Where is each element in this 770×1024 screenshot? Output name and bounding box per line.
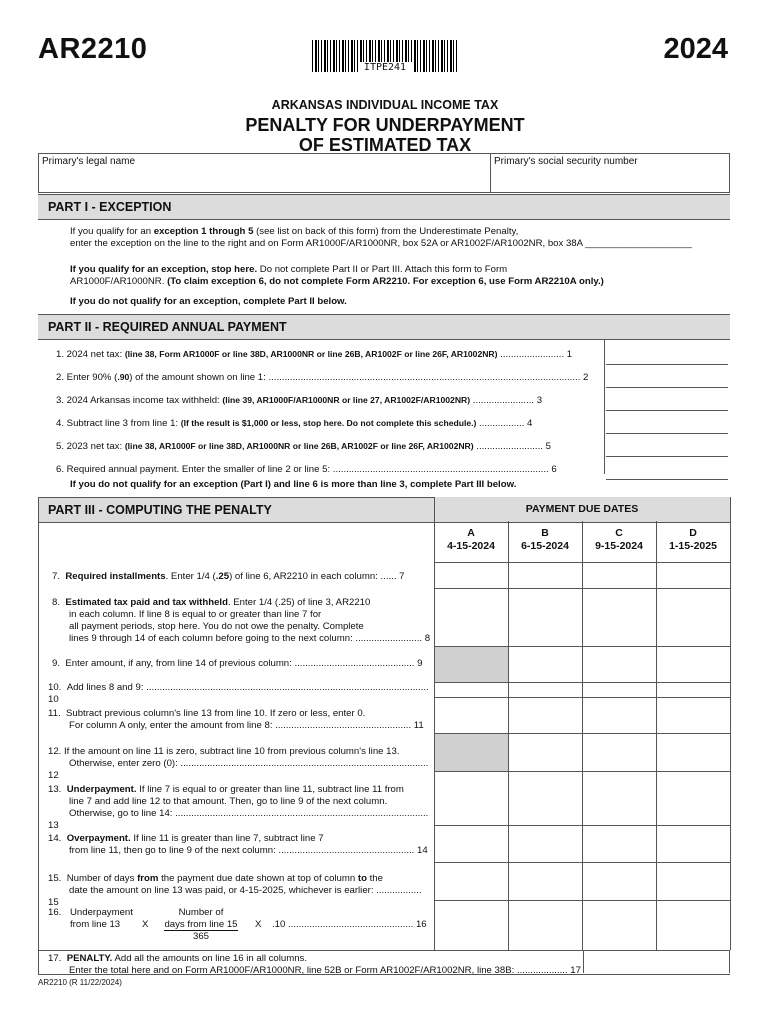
part3-heading: PART III - COMPUTING THE PENALTY — [48, 503, 272, 517]
part2-line-2-field[interactable] — [606, 365, 728, 388]
l11-t2: For column A only, enter the amount from line 8: ................................................... 11 — [69, 720, 424, 731]
line7-col-d-field[interactable] — [657, 563, 729, 588]
l12-num: 12. — [48, 746, 62, 757]
col-b-letter: B — [541, 527, 549, 539]
ssn-label: Primary's social security number — [494, 156, 638, 167]
line15-text — [48, 873, 432, 909]
part2-line-text: 6. Required annual payment. Enter the smaller of line 2 or line 5: ................................................................................. 6 — [56, 464, 557, 475]
form-title-line1: PENALTY FOR UNDERPAYMENT — [245, 115, 525, 135]
line12-col-b-field[interactable] — [509, 734, 581, 771]
l8-t3: all payment periods, stop here. You do not owe the penalty. Complete — [69, 621, 364, 632]
part2-line-4-field[interactable] — [606, 411, 728, 434]
column-a-header — [434, 527, 508, 553]
l13-t: If line 7 is equal to or greater than line 11, subtract line 11 from — [136, 784, 404, 795]
line16-times1: X — [142, 919, 149, 930]
l14-num: 14. — [48, 833, 62, 844]
part1-paragraph3: If you do not qualify for an exception, complete Part II below. — [70, 296, 347, 307]
l12-t2: Otherwise, enter zero (0): ............................................................................................. 12 — [48, 758, 429, 781]
line14-col-d-field[interactable] — [657, 826, 729, 862]
line13-col-d-field[interactable] — [657, 772, 729, 825]
part1-heading: PART I - EXCEPTION — [48, 200, 172, 214]
l16-b1: Number of — [178, 907, 224, 918]
l8-t2: in each column. If line 8 is equal to or greater than line 7 for — [69, 609, 322, 620]
line15-col-c-field[interactable] — [583, 863, 655, 900]
line7-text — [52, 571, 432, 583]
col-a-date: 4-15-2024 — [447, 540, 495, 552]
part2-note: If you do not qualify for an exception (Part I) and line 6 is more than line 3, complete Part III below. — [70, 479, 517, 490]
agency-line: ARKANSAS INDIVIDUAL INCOME TAX — [271, 98, 499, 112]
line10-col-d-field[interactable] — [657, 683, 729, 697]
part2-line-text: 1. 2024 net tax: — [56, 349, 125, 360]
ssn-field[interactable] — [494, 168, 726, 190]
col-d-date: 1-15-2025 — [669, 540, 717, 552]
p2-text-b: Do not complete Part II or Part III. Attach this form to Form — [257, 264, 508, 275]
l8-num: 8. — [52, 597, 61, 608]
column-b-header — [508, 527, 582, 553]
l14-bold: Overpayment. — [66, 833, 131, 844]
line14-col-a-field[interactable] — [435, 826, 507, 862]
line13-col-a-field[interactable] — [435, 772, 507, 825]
line16-times2: X — [255, 919, 262, 930]
line17-total-field[interactable] — [583, 951, 730, 973]
part2-line-6-field[interactable] — [606, 457, 728, 480]
part2-line-text: 2. Enter 90% ( — [56, 372, 118, 383]
line8-col-c-field[interactable] — [583, 589, 655, 646]
part2-line-bold: .90 — [117, 372, 130, 382]
part2-heading: PART II - REQUIRED ANNUAL PAYMENT — [48, 320, 287, 334]
part2-line-bold: (line 39, AR1000F/AR1000NR or line 27, AR1002F/AR1002NR) — [222, 395, 471, 405]
l16-b2: days from line 15 — [164, 919, 238, 930]
l14-t: If line 11 is greater than line 7, subtract line 7 — [130, 833, 324, 844]
col-c-date: 9-15-2024 — [595, 540, 643, 552]
l7-bold2: .25 — [215, 571, 230, 582]
part2-header — [38, 314, 730, 340]
line13-col-b-field[interactable] — [509, 772, 581, 825]
due-dates-label: PAYMENT DUE DATES — [434, 497, 730, 521]
line10-col-b-field[interactable] — [509, 683, 581, 697]
l13-t2: line 7 and add line 12 to that amount. Then, go to line 9 of the next column. — [69, 796, 388, 807]
line8-col-a-field[interactable] — [435, 589, 507, 646]
line11-col-b-field[interactable] — [509, 698, 581, 733]
l8-t4: lines 9 through 14 of each column before going to the next column: ......................... 8 — [69, 633, 431, 644]
l7-bold: Required installments — [65, 571, 166, 582]
line12-text — [48, 746, 432, 782]
barcode-text: ITPE241 — [358, 62, 412, 74]
line16-days-fraction — [160, 907, 242, 943]
p2-text-d: (To claim exception 6, do not complete Form AR2210. For exception 6, use Form AR2210A only.) — [167, 276, 604, 287]
part2-line-6 — [56, 463, 602, 476]
l15-bold: from — [137, 873, 159, 884]
line16-underpayment — [70, 907, 133, 931]
line9-col-d-field[interactable] — [657, 647, 729, 682]
legal-name-label: Primary's legal name — [42, 156, 136, 167]
line11-col-c-field[interactable] — [583, 698, 655, 733]
l13-num: 13. — [48, 784, 62, 795]
part2-line-5-field[interactable] — [606, 434, 728, 457]
line10-text — [48, 682, 432, 706]
l9-t: Enter amount, if any, from line 14 of previous column: ............................................. 9 — [65, 658, 423, 669]
p2-text-a: If you qualify for an exception, stop here. — [70, 264, 258, 275]
l11-t: Subtract previous column's line 13 from line 10. If zero or less, enter 0. — [65, 708, 366, 719]
l15-tmid: the payment due date shown at top of column — [158, 873, 358, 884]
l8-bold: Estimated tax paid and tax withheld — [65, 597, 228, 608]
l16-a1: Underpayment — [70, 907, 133, 918]
line12-col-a-shaded — [435, 733, 508, 771]
line14-text — [48, 833, 432, 857]
l11-num: 11. — [48, 708, 61, 719]
p1-text-line2: enter the exception on the line to the right and on Form AR1000F/AR1000NR, box 52A or AR1002F/AR1002NR, box 38A ____________________ — [70, 238, 692, 249]
part2-line-3 — [56, 394, 602, 407]
line8-col-b-field[interactable] — [509, 589, 581, 646]
p2-text-c: AR1000F/AR1000NR. — [70, 276, 168, 287]
part1-header — [38, 194, 730, 220]
p1-text-b: exception 1 through 5 — [153, 226, 254, 237]
p1-text-a: If you qualify for an — [70, 226, 154, 237]
line8-text — [52, 597, 432, 645]
part2-divider — [604, 339, 605, 474]
line15-col-d-field[interactable] — [657, 863, 729, 900]
col-c-letter: C — [615, 527, 623, 539]
id-divider — [490, 153, 491, 193]
l16-b3: 365 — [192, 931, 209, 942]
p1-text-c: (see list on back of this form) from the Underestimate Penalty, — [253, 226, 519, 237]
grid-left-border — [38, 497, 39, 974]
form-revision: AR2210 (R 11/22/2024) — [38, 978, 122, 987]
line16-col-d-field[interactable] — [657, 901, 729, 950]
line17-text — [48, 953, 638, 977]
line16-col-a-field[interactable] — [435, 901, 507, 950]
grid-right-border — [730, 497, 731, 950]
part2-line-5 — [56, 440, 602, 453]
part2-line-tail: ........................ 1 — [497, 349, 573, 360]
legal-name-field[interactable] — [42, 168, 486, 190]
line13-col-c-field[interactable] — [583, 772, 655, 825]
part2-line-1-field[interactable] — [606, 342, 728, 365]
l16-a2: from line 13 — [70, 919, 121, 930]
l15-t: Number of days — [66, 873, 138, 884]
part1-paragraph2 — [70, 264, 730, 288]
line14-col-b-field[interactable] — [509, 826, 581, 862]
line9-col-b-field[interactable] — [509, 647, 581, 682]
l15-num: 15. — [48, 873, 62, 884]
line9-col-a-shaded — [435, 646, 508, 682]
line10-col-c-field[interactable] — [583, 683, 655, 697]
form-title-line2: OF ESTIMATED TAX — [298, 135, 472, 155]
line16-col-c-field[interactable] — [583, 901, 655, 950]
line12-col-d-field[interactable] — [657, 734, 729, 771]
part2-line-1 — [56, 348, 602, 361]
l7-t2: ) of line 6, AR2210 in each column: ...... 7 — [229, 571, 405, 582]
part2-line-tail: ......................... 5 — [473, 441, 551, 452]
l12-t: If the amount on line 11 is zero, subtract line 10 from previous column's line 13. — [64, 746, 400, 757]
line12-col-c-field[interactable] — [583, 734, 655, 771]
part2-line-4 — [56, 417, 602, 430]
line16-col-b-field[interactable] — [509, 901, 581, 950]
line10-col-a-field[interactable] — [435, 683, 507, 697]
l9-num: 9. — [52, 658, 61, 669]
line7-col-c-field[interactable] — [583, 563, 655, 588]
form-number: AR2210 — [38, 33, 148, 65]
l13-bold: Underpayment. — [66, 784, 137, 795]
part2-line-tail: ) of the amount shown on line 1: ..................................................................................................................... 2 — [129, 372, 589, 383]
part2-line-bold: (line 38, AR1000F or line 38D, AR1000NR or line 26B, AR1002F or line 26F, AR1002NR) — [124, 441, 474, 451]
l10-t: Add lines 8 and 9: .......................................................................................................... 10 — [48, 682, 429, 705]
l10-num: 10. — [48, 682, 62, 693]
line15-col-b-field[interactable] — [509, 863, 581, 900]
line7-col-b-field[interactable] — [509, 563, 581, 588]
part2-line-3-field[interactable] — [606, 388, 728, 411]
line11-text — [48, 708, 432, 732]
l17-t2: Enter the total here and on Form AR1000F/AR1000NR, line 52B or Form AR1002F/AR1002NR, line 38B: ................... 17 — [69, 965, 581, 976]
l8-t: . Enter 1/4 (.25) of line 3, AR2210 — [227, 597, 371, 608]
part2-line-tail: ................. 4 — [476, 418, 533, 429]
l14-t2: from line 11, then go to line 9 of the next column: ................................................... 14 — [69, 845, 428, 856]
part2-line-text: 5. 2023 net tax: — [56, 441, 125, 452]
col-b-date: 6-15-2024 — [521, 540, 569, 552]
l15-t2: date the amount on line 13 was paid, or 4-15-2025, whichever is earlier: ................. 15 — [48, 885, 422, 908]
l13-t3: Otherwise, go to line 14: ............................................................................................... 13 — [48, 808, 429, 831]
part2-line-2 — [56, 371, 602, 384]
part2-line-bold: (line 38, Form AR1000F or line 38D, AR1000NR or line 26B, AR1002F or line 26F, AR1002NR) — [124, 349, 498, 359]
part2-line-text: 4. Subtract line 3 from line 1: — [56, 418, 181, 429]
l7-num: 7. — [52, 571, 61, 582]
part2-line-bold: (If the result is $1,000 or less, stop here. Do not complete this schedule.) — [180, 418, 477, 428]
line13-text — [48, 784, 432, 832]
l7-t: . Enter 1/4 ( — [165, 571, 216, 582]
col-a-letter: A — [467, 527, 475, 539]
column-c-header — [582, 527, 656, 553]
exception-number-field[interactable] — [610, 238, 720, 250]
col-d-letter: D — [689, 527, 697, 539]
line11-col-a-field[interactable] — [435, 698, 507, 733]
l17-bold: PENALTY. — [66, 953, 113, 964]
tax-year: 2024 — [663, 33, 728, 65]
part2-line-text: 3. 2024 Arkansas income tax withheld: — [56, 395, 223, 406]
line9-text — [52, 658, 432, 670]
l15-bold2: to — [357, 873, 367, 884]
line16-number: 16. — [48, 907, 62, 918]
l15-tend: the — [366, 873, 383, 884]
line11-col-d-field[interactable] — [657, 698, 729, 733]
l17-num: 17. — [48, 953, 62, 964]
line14-col-c-field[interactable] — [583, 826, 655, 862]
line15-col-a-field[interactable] — [435, 863, 507, 900]
line7-col-a-field[interactable] — [435, 563, 507, 588]
line8-col-d-field[interactable] — [657, 589, 729, 646]
line9-col-c-field[interactable] — [583, 647, 655, 682]
part2-line-tail: ....................... 3 — [470, 395, 543, 406]
l17-t: Add all the amounts on line 16 in all columns. — [112, 953, 308, 964]
line16-rate: .10 ............................................... 16 — [272, 919, 427, 930]
column-d-header — [656, 527, 730, 553]
